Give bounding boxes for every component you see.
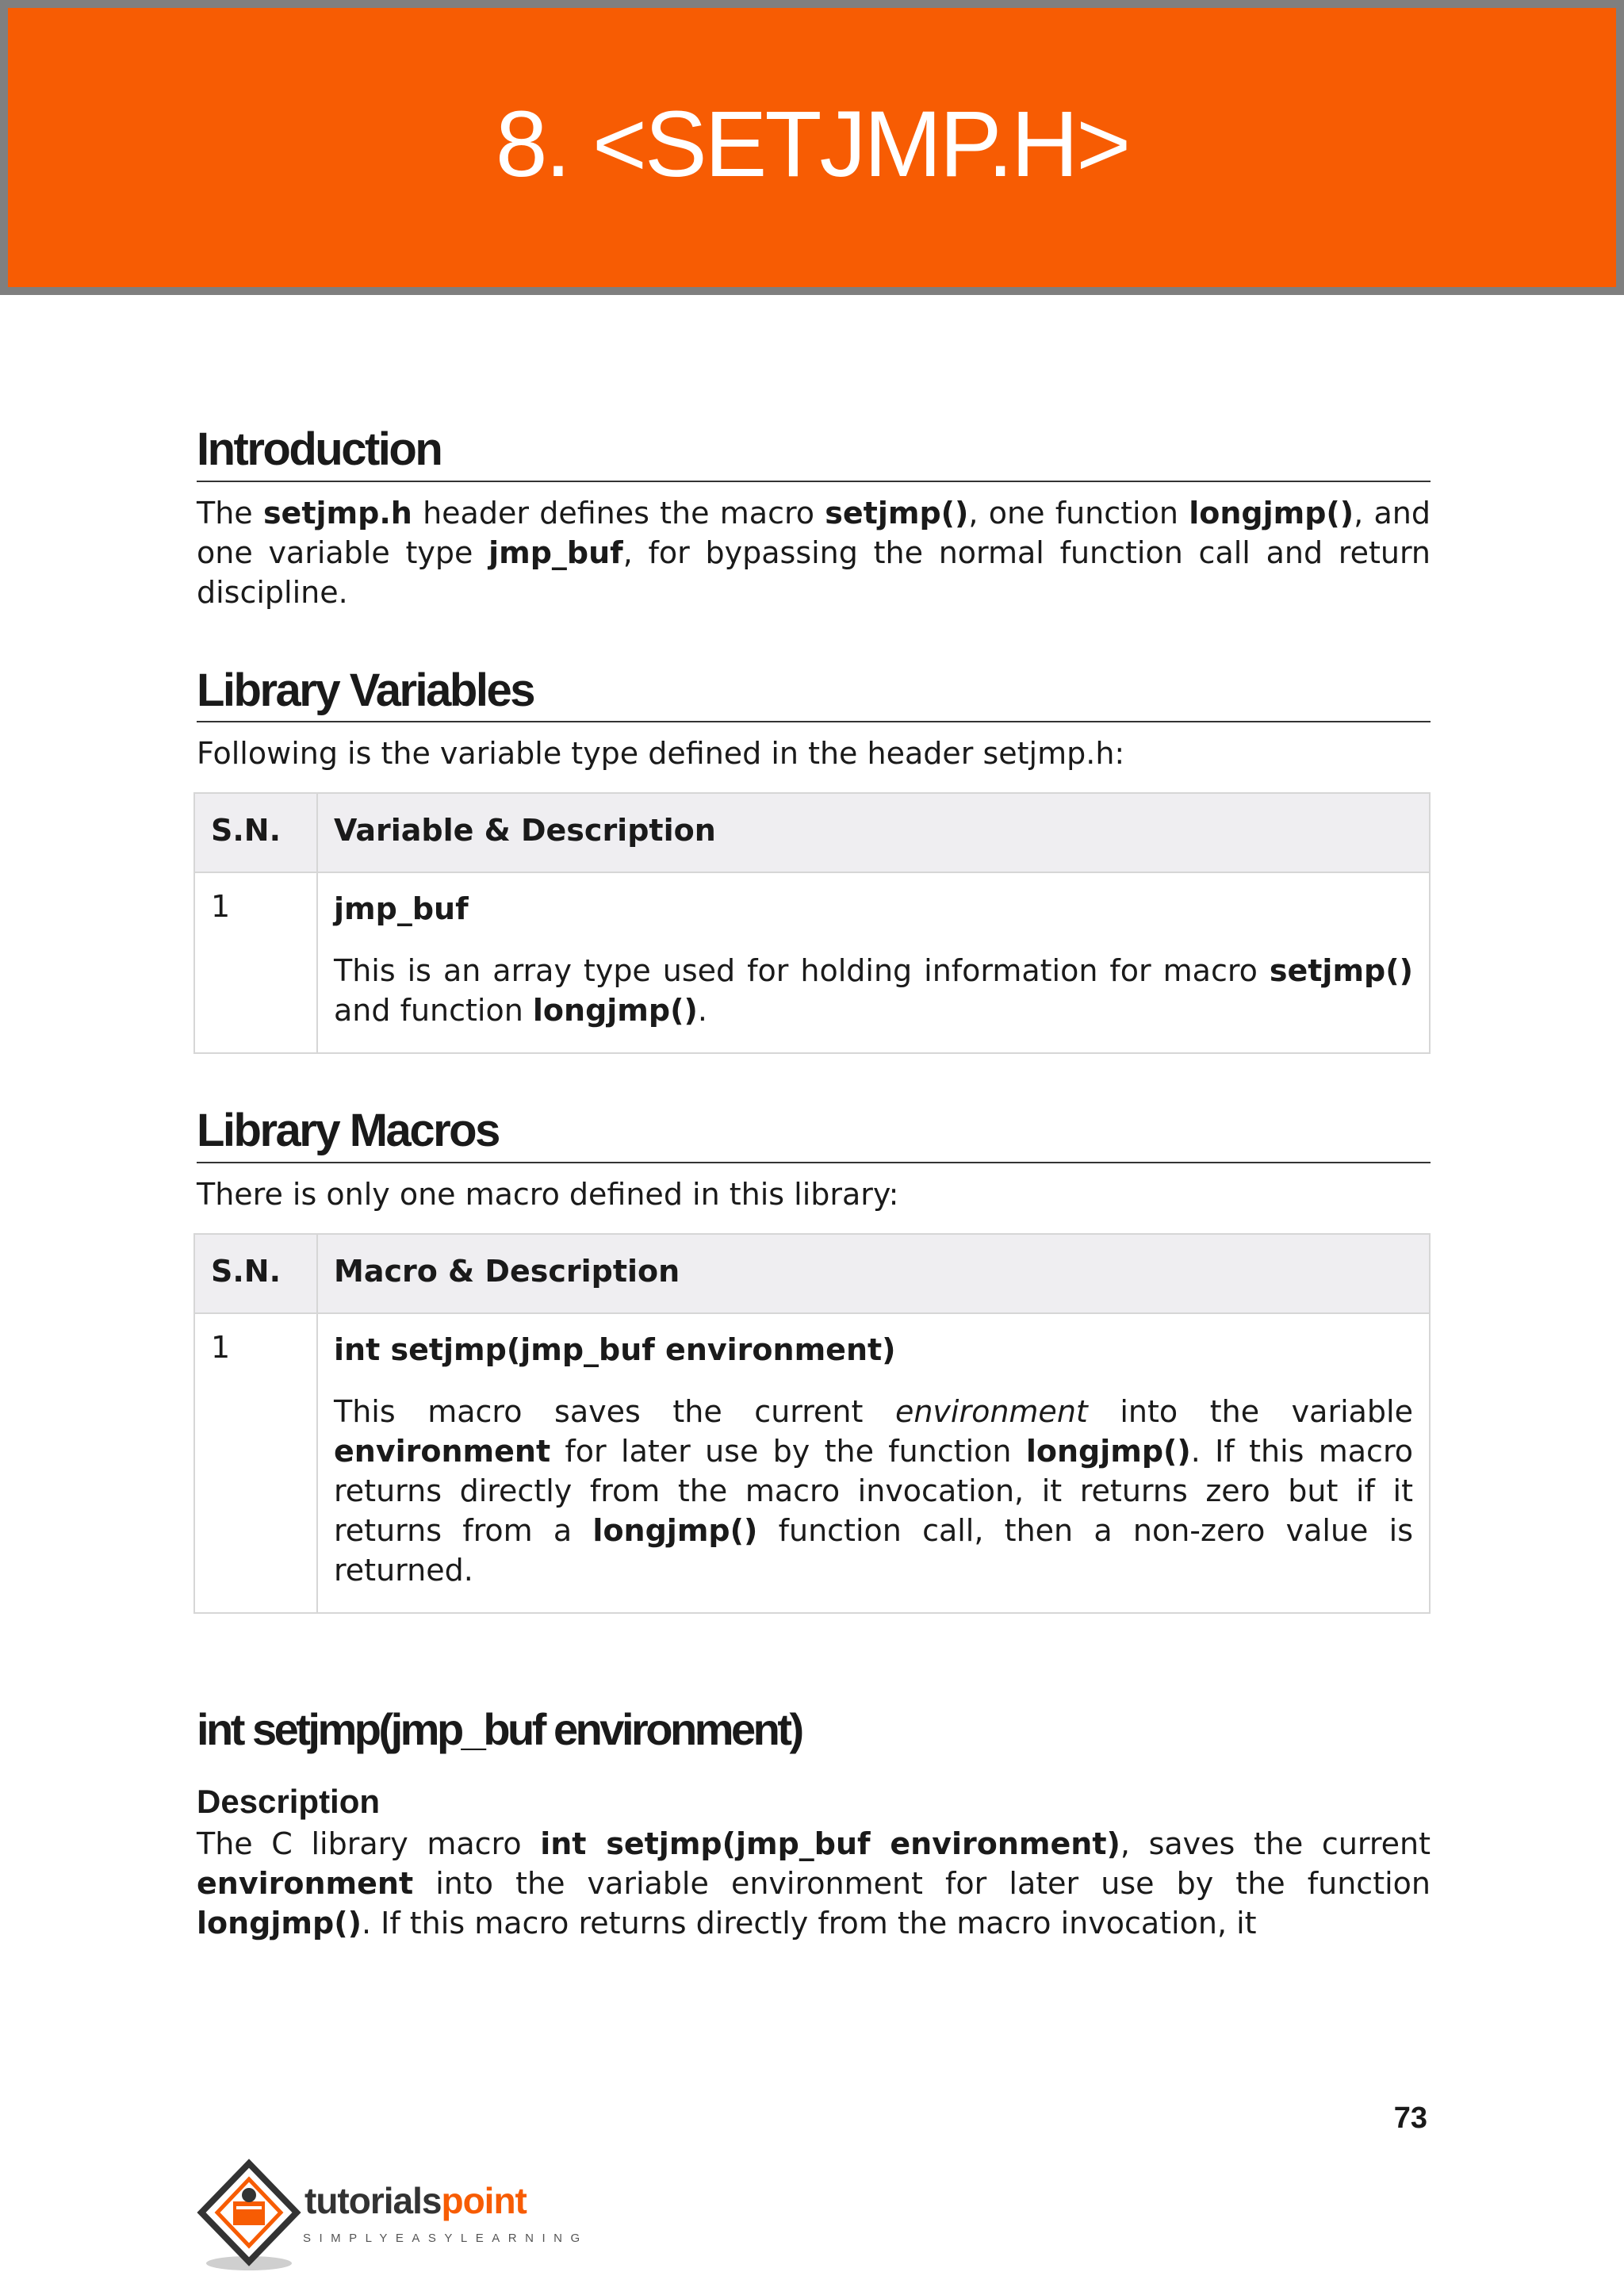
table-header-row: [194, 793, 1430, 872]
function-heading: int setjmp(jmp_buf environment): [197, 1703, 802, 1754]
column-header-description: Variable & Description: [317, 793, 1430, 872]
bold-term: setjmp(): [1269, 953, 1413, 989]
function-paragraph: The C library macro int setjmp(jmp_buf environment), saves the current environment into the variable environment for later use by the function longjmp(). If this macro returns directly from the macro invocation, it: [197, 1826, 1431, 1941]
row-sn: 1: [194, 872, 317, 1053]
intro-paragraph: The setjmp.h header defines the macro setjmp(), one function longjmp(), and one variable type jmp_buf, for bypassing the normal function call and return discipline.: [197, 495, 1431, 610]
page-number: 73: [1393, 2102, 1427, 2135]
column-header-description: Macro & Description: [317, 1234, 1430, 1313]
bold-term: environment: [334, 1433, 551, 1469]
chapter-title: 8. <SETJMP.H>: [495, 92, 1129, 197]
bold-term: longjmp(): [1025, 1433, 1191, 1469]
bold-term: jmp_buf: [488, 534, 623, 570]
row-text: This is an array type used for holding information for macro setjmp() and function longjmp().: [334, 953, 1413, 1029]
bold-term: setjmp.h: [262, 495, 412, 531]
bold-term: int setjmp(jmp_buf environment): [540, 1826, 1120, 1861]
chapter-banner: [0, 0, 1624, 295]
row-title: jmp_buf: [334, 891, 469, 927]
column-header-sn: S.N.: [194, 1234, 317, 1313]
italic-term: environment: [894, 1393, 1088, 1429]
bold-term: setjmp(): [825, 495, 969, 531]
page-content: [197, 422, 1431, 1943]
bold-term: environment: [197, 1865, 414, 1901]
row-description: [317, 1313, 1430, 1613]
logo-wordmark: [304, 2179, 527, 2222]
description-label: Description: [197, 1782, 381, 1820]
row-title: int setjmp(jmp_buf environment): [334, 1331, 896, 1367]
macros-table: [193, 1233, 1431, 1614]
bold-term: longjmp(): [592, 1512, 758, 1548]
row-description: [317, 872, 1430, 1053]
column-header-sn: S.N.: [194, 793, 317, 872]
logo-word-point: point: [441, 2180, 527, 2221]
logo-emblem-icon: [195, 2157, 306, 2276]
bold-term: longjmp(): [197, 1905, 362, 1941]
variables-heading: Library Variables: [197, 663, 1431, 723]
macros-heading: Library Macros: [197, 1103, 1431, 1163]
tutorialspoint-logo: [195, 2157, 588, 2276]
macros-lead: There is only one macro defined in this library:: [197, 1176, 899, 1212]
variables-table: [193, 792, 1431, 1054]
bold-term: longjmp(): [1189, 495, 1354, 531]
table-header-row: [194, 1234, 1430, 1313]
table-row: [194, 1313, 1430, 1613]
table-row: [194, 872, 1430, 1053]
intro-heading: Introduction: [197, 422, 1431, 482]
row-text: This macro saves the current environment into the variable environment for later use by the function longjmp(). If this macro returns directly from the macro invocation, it returns zero but if it returns from a longjmp() function call, then a non-zero value is returned.: [334, 1393, 1413, 1588]
row-sn: 1: [194, 1313, 317, 1613]
variables-lead: Following is the variable type defined in the header setjmp.h:: [197, 736, 1125, 772]
logo-word-tutorials: tutorials: [304, 2180, 442, 2221]
bold-term: longjmp(): [532, 993, 698, 1029]
logo-tagline: SIMPLYEASYLEARNING: [303, 2232, 588, 2245]
